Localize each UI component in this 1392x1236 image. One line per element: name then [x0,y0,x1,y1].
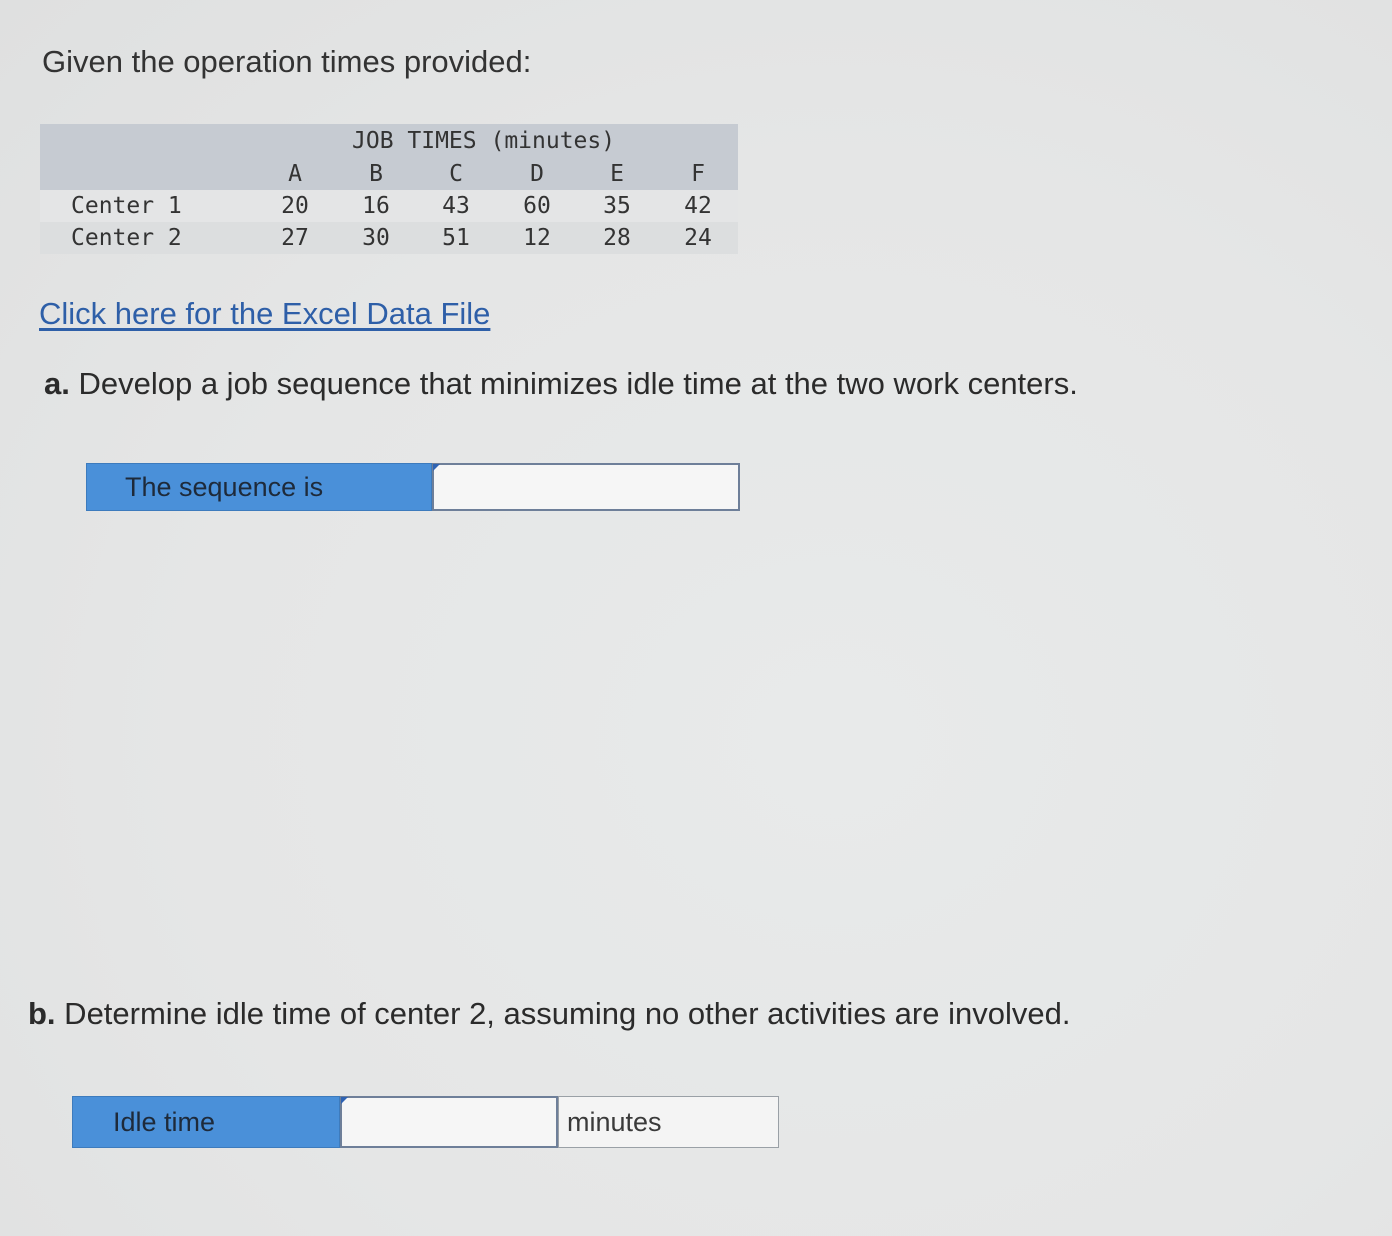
question-a-text: Develop a job sequence that minimizes idle time at the two work centers. [69,366,1078,401]
table-row [40,190,738,222]
cell: 27 [281,225,309,251]
job-header-d: D [530,161,544,187]
row-label-center-1: Center 1 [71,193,182,219]
question-b-text: Determine idle time of center 2, assuming no other activities are involved. [55,996,1071,1031]
idle-time-label: Idle time [72,1096,340,1148]
idle-time-answer-row [72,1096,779,1148]
cell: 42 [684,193,712,219]
sequence-input[interactable] [432,463,740,511]
cell: 43 [442,193,470,219]
table-row [40,222,738,254]
cell: 35 [603,193,631,219]
job-header-b: B [369,161,383,187]
question-a-letter: a. [44,366,70,401]
idle-time-unit: minutes [558,1096,779,1148]
intro-text: Given the operation times provided: [42,44,532,79]
cell: 30 [362,225,390,251]
job-header-e: E [610,161,624,187]
row-label-center-2: Center 2 [71,225,182,251]
cell: 51 [442,225,470,251]
cell: 60 [523,193,551,219]
sequence-answer-row [86,463,740,511]
job-header-f: F [691,161,705,187]
job-header-c: C [449,161,463,187]
table-title: JOB TIMES (minutes) [352,128,616,154]
idle-time-input[interactable] [340,1096,558,1148]
cell: 20 [281,193,309,219]
excel-data-file-link[interactable]: Click here for the Excel Data File [39,296,491,331]
cell: 12 [523,225,551,251]
job-times-table [40,124,738,254]
sequence-label: The sequence is [86,463,432,511]
question-b [28,996,1070,1032]
cell: 16 [362,193,390,219]
cell: 24 [684,225,712,251]
question-a [44,366,1078,402]
cell: 28 [603,225,631,251]
job-header-a: A [288,161,302,187]
table-header [40,124,738,190]
question-b-letter: b. [28,996,56,1031]
